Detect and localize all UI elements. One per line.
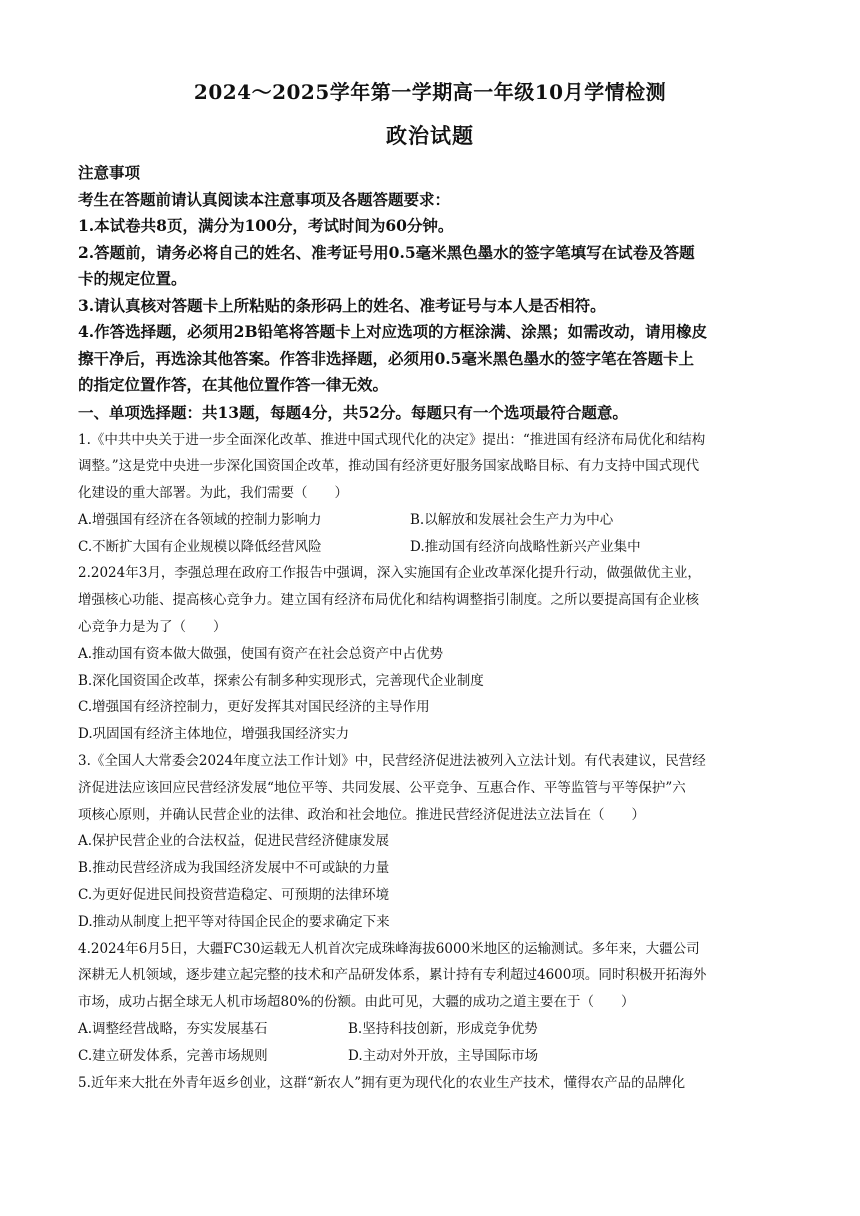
question-stem: 增强核心功能、提高核心竞争力。建立国有经济布局优化和结构调整指引制度。之所以要提高国有企业核	[78, 592, 699, 609]
option-c: C.为更好促进民间投资营造稳定、可预期的法律环境	[78, 887, 390, 904]
notes-intro: 考生在答题前请认真阅读本注意事项及各题答题要求：	[78, 189, 451, 209]
question-stem: 项核心原则，并确认民营企业的法律、政治和社会地位。推进民营经济促进法立法旨在（ ）	[78, 806, 645, 823]
option-d: D.推动国有经济向战略性新兴产业集中	[410, 538, 641, 555]
question-stem: 1.《中共中央关于进一步全面深化改革、推进中国式现代化的决定》提出：“推进国有经济布局优化和结构	[78, 431, 706, 448]
notes-item: 3.请认真核对答题卡上所粘贴的条形码上的姓名、准考证号与本人是否相符。	[78, 295, 606, 315]
option-row	[78, 1043, 786, 1070]
question-5	[78, 1070, 786, 1097]
option-a: A.保护民营企业的合法权益，促进民营经济健康发展	[78, 833, 390, 850]
question-3	[78, 748, 786, 936]
question-stem: 调整。”这是党中央进一步深化国资国企改革，推动国有经济更好服务国家战略目标、有力支持中国式现代	[78, 458, 700, 475]
notes-item: 2.答题前，请务必将自己的姓名、准考证号用0.5毫米黑色墨水的签字笔填写在试卷及答题	[78, 242, 695, 262]
question-stem: 5.近年来大批在外青年返乡创业，这群“新农人”拥有更为现代化的农业生产技术，懂得农产品的品牌化	[78, 1074, 686, 1091]
option-b: B.深化国资国企改革，探索公有制多种实现形式，完善现代企业制度	[78, 672, 484, 689]
exam-title: 2024～2025学年第一学期高一年级10月学情检测	[193, 80, 667, 104]
option-d: D.推动从制度上把平等对待国企民企的要求确定下来	[78, 913, 390, 930]
question-4	[78, 936, 786, 1070]
option-c: C.不断扩大国有企业规模以降低经营风险	[78, 538, 322, 555]
exam-content	[78, 160, 786, 1096]
option-b: B.坚持科技创新，形成竞争优势	[348, 1021, 538, 1038]
option-d: D.巩固国有经济主体地位，增强我国经济实力	[78, 726, 350, 743]
option-row	[78, 1016, 786, 1043]
notes-item: 4.作答选择题，必须用2B铅笔将答题卡上对应选项的方框涂满、涂黑；如需改动，请用橡皮	[78, 322, 708, 341]
question-stem: 4.2024年6月5日，大疆FC30运载无人机首次完成珠峰海拔6000米地区的运输测试。多年来，大疆公司	[78, 940, 700, 957]
notes-item: 卡的规定位置。	[78, 269, 187, 288]
option-b: B.以解放和发展社会生产力为中心	[410, 511, 614, 528]
option-a: A.调整经营战略，夯实发展基石	[78, 1021, 268, 1038]
question-2	[78, 560, 786, 748]
question-stem: 化建设的重大部署。为此，我们需要（ ）	[78, 485, 348, 502]
option-row	[78, 507, 786, 534]
notes-item: 的指定位置作答，在其他位置作答一律无效。	[78, 375, 389, 394]
question-stem: 深耕无人机领域，逐步建立起完整的技术和产品研发体系，累计持有专利超过4600项。同时积极开拓海外	[78, 967, 707, 984]
question-stem: 2.2024年3月，李强总理在政府工作报告中强调，深入实施国有企业改革深化提升行动，做强做优主业，	[78, 565, 701, 582]
question-stem: 心竞争力是为了（ ）	[78, 619, 227, 636]
option-d: D.主动对外开放，主导国际市场	[348, 1047, 539, 1064]
option-a: A.增强国有经济在各领域的控制力影响力	[78, 511, 322, 528]
option-a: A.推动国有资本做大做强，使国有资产在社会总资产中占优势	[78, 645, 444, 662]
question-1	[78, 427, 786, 561]
notes-block	[78, 160, 786, 399]
option-b: B.推动民营经济成为我国经济发展中不可或缺的力量	[78, 860, 390, 877]
section-heading: 一、单项选择题：共13题，每题4分，共52分。每题只有一个选项最符合题意。	[78, 402, 628, 422]
option-c: C.建立研发体系，完善市场规则	[78, 1047, 268, 1064]
question-stem: 市场，成功占据全球无人机市场超80%的份额。由此可见，大疆的成功之道主要在于（ ）	[78, 994, 635, 1011]
question-stem: 济促进法应该回应民营经济发展“地位平等、共同发展、公平竞争、互惠合作、平等监管与平等保护”六	[78, 779, 686, 796]
notes-item: 擦干净后，再选涂其他答案。作答非选择题，必须用0.5毫米黑色墨水的签字笔在答题卡上	[78, 348, 694, 368]
option-c: C.增强国有经济控制力，更好发挥其对国民经济的主导作用	[78, 699, 430, 716]
option-row	[78, 534, 786, 561]
question-stem: 3.《全国人大常委会2024年度立法工作计划》中，民营经济促进法被列入立法计划。有代表建议，民营经	[78, 753, 706, 770]
exam-subtitle: 政治试题	[386, 123, 474, 148]
notes-heading: 注意事项	[78, 163, 141, 182]
notes-item: 1.本试卷共8页，满分为100分，考试时间为60分钟。	[78, 216, 454, 235]
